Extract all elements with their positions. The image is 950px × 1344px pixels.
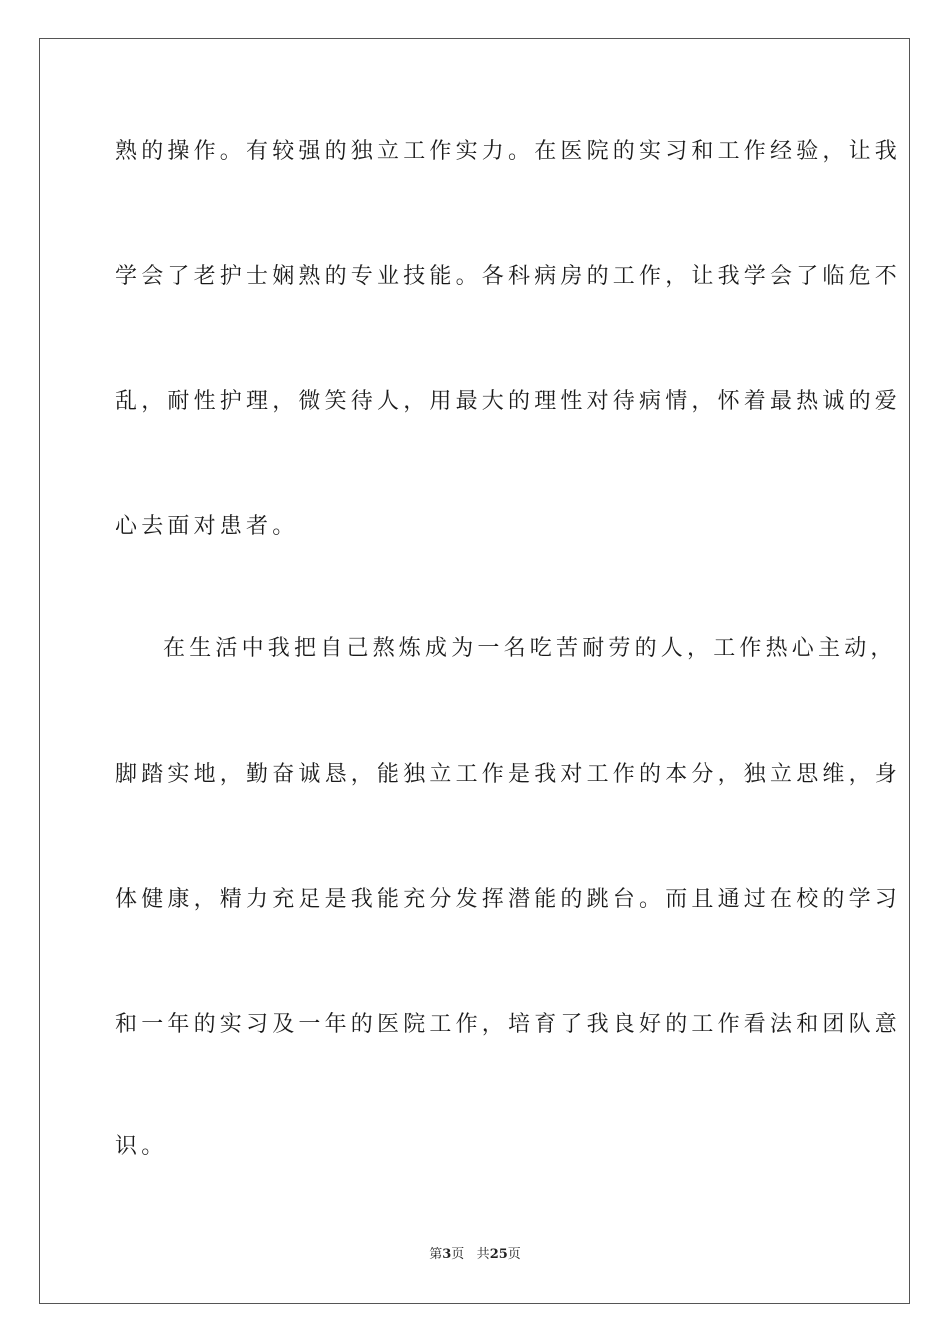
footer-page-suffix: 页 [451,1247,465,1262]
text-line: 体健康，精力充足是我能充分发挥潜能的跳台。而且通过在校的学习 [115,887,902,912]
footer-total-suffix: 页 [507,1247,521,1262]
text-line: 识。 [115,1134,168,1159]
text-line: 学会了老护士娴熟的专业技能。各科病房的工作，让我学会了临危不 [115,264,902,289]
text-line: 乱，耐性护理，微笑待人，用最大的理性对待病情，怀着最热诚的爱 [115,389,902,414]
text-line: 脚踏实地，勤奋诚恳，能独立工作是我对工作的本分，独立思维，身 [115,762,902,787]
text-line: 心去面对患者。 [115,514,299,539]
page-border [39,38,910,1304]
text-line: 熟的操作。有较强的独立工作实力。在医院的实习和工作经验，让我 [115,139,902,164]
text-line: 和一年的实习及一年的医院工作，培育了我良好的工作看法和团队意 [115,1012,902,1037]
paragraph-first-line: 在生活中我把自己熬炼成为一名吃苦耐劳的人，工作热心主动， [163,636,897,661]
page-footer [0,1246,950,1264]
footer-page-prefix: 第 [429,1247,443,1262]
footer-total-pages: 25 [489,1247,508,1262]
footer-current-page: 3 [442,1247,452,1262]
footer-total-prefix: 共 [476,1247,490,1262]
